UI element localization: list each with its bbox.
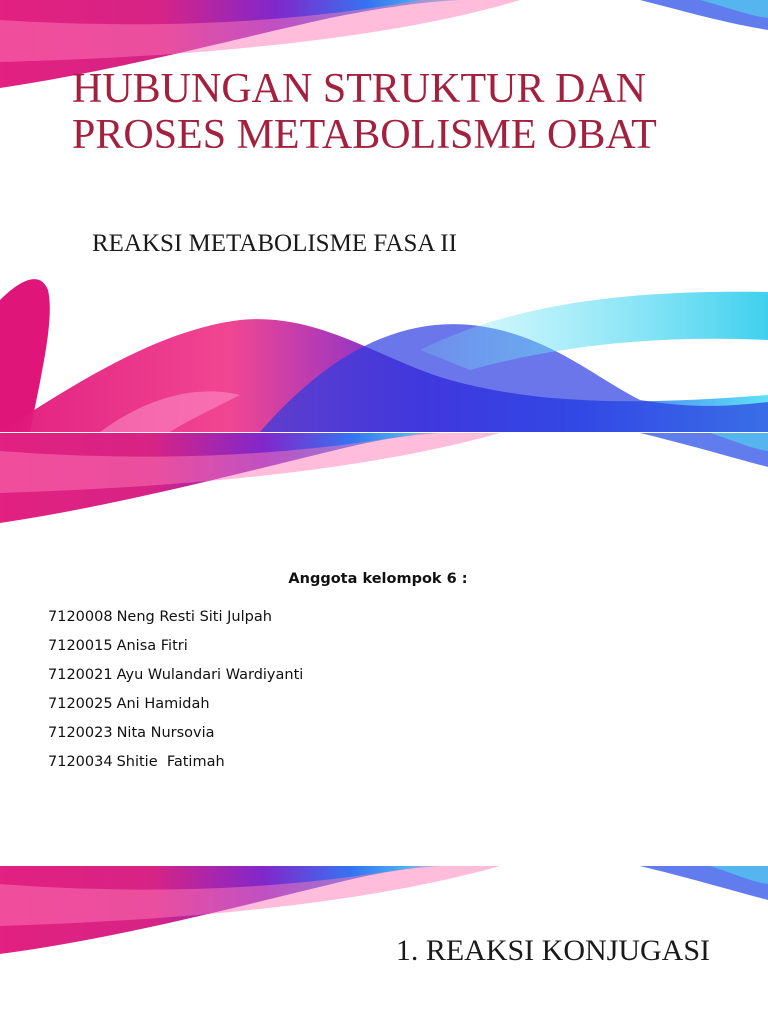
member-id: 7120025: [48, 696, 113, 712]
member-name: Shitie Fatimah: [116, 754, 225, 770]
list-item: [48, 603, 708, 632]
member-id: 7120034: [48, 754, 113, 770]
list-item: [48, 661, 708, 690]
member-name: Ayu Wulandari Wardiyanti: [116, 667, 304, 683]
wave-decoration: [0, 0, 768, 432]
list-item: [48, 748, 708, 777]
member-list-heading: Anggota kelompok 6 :: [288, 571, 468, 587]
member-id: 7120008: [48, 609, 113, 625]
member-id: 7120021: [48, 667, 113, 683]
member-name: Nita Nursovia: [116, 725, 215, 741]
member-name: Neng Resti Siti Julpah: [116, 609, 272, 625]
member-id: 7120015: [48, 638, 113, 654]
section-slide: [0, 866, 768, 1024]
page-title: HUBUNGAN STRUKTUR DAN PROSES METABOLISME OBAT: [72, 66, 657, 158]
list-item: [48, 690, 708, 719]
subtitle: REAKSI METABOLISME FASA II: [92, 230, 457, 257]
member-list: [48, 571, 708, 777]
title-slide: [0, 0, 768, 432]
member-id: 7120023: [48, 725, 113, 741]
list-item: [48, 719, 708, 748]
member-name: Anisa Fitri: [116, 638, 188, 654]
members-slide: [0, 433, 768, 865]
member-name: Ani Hamidah: [116, 696, 210, 712]
section-heading: 1. REAKSI KONJUGASI: [395, 934, 710, 967]
list-item: [48, 632, 708, 661]
